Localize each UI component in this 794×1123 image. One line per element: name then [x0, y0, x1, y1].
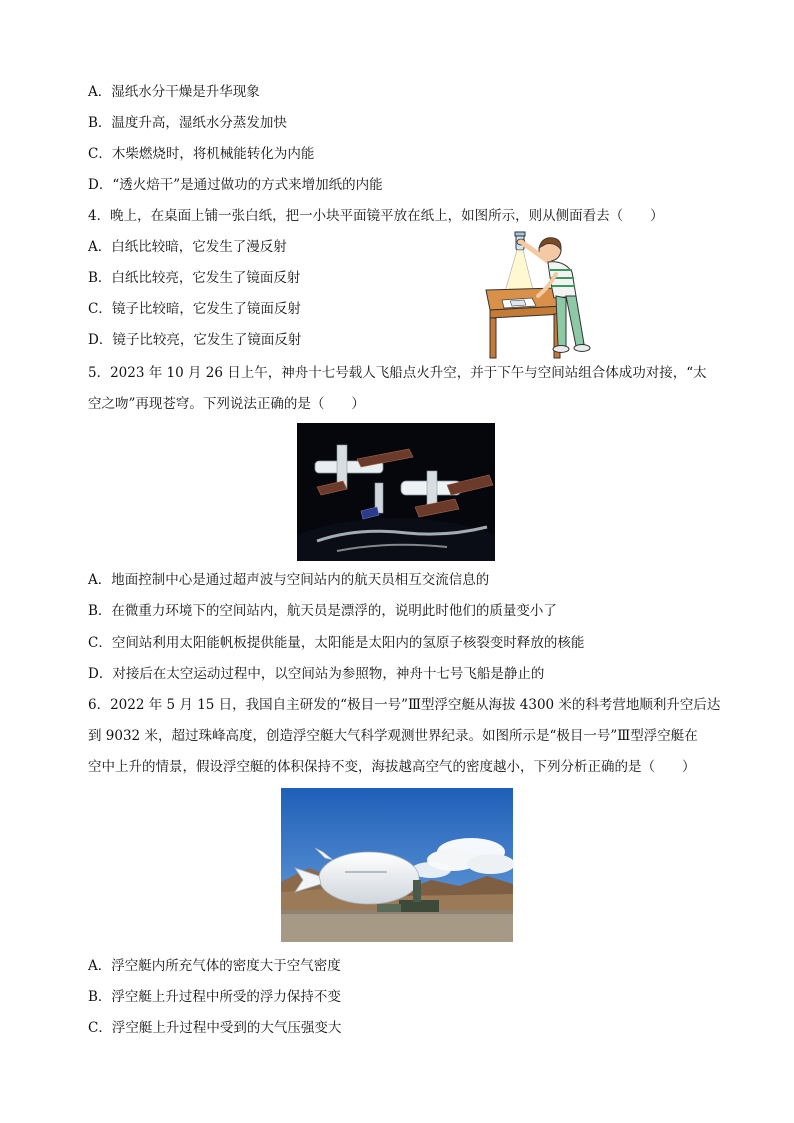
q6-option-a: A．浮空艇内所充气体的密度大于空气密度 — [88, 958, 341, 974]
q5-option-d: D．对接后在太空运动过程中，以空间站为参照物，神舟十七号飞船是静止的 — [88, 666, 545, 682]
q6-stem-line1: 6．2022 年 5 月 15 日，我国自主研发的“极目一号”Ⅲ型浮空艇从海拔 4300 米的科考营地顺利升空后达 — [88, 697, 721, 713]
q6-stem-line2: 到 9032 米，超过珠峰高度，创造浮空艇大气科学观测世界纪录。如图所示是“极目一号”Ⅲ型浮空艇在 — [88, 728, 698, 744]
flashlight-mirror-illustration — [484, 230, 604, 362]
q4-option-c: C．镜子比较暗，它发生了镜面反射 — [88, 301, 301, 317]
airship-photo — [281, 788, 513, 942]
q4-option-b: B．白纸比较亮，它发生了镜面反射 — [88, 270, 301, 286]
q5-option-b: B．在微重力环境下的空间站内，航天员是漂浮的，说明此时他们的质量变小了 — [88, 603, 557, 619]
q5-stem-line2: 空之吻”再现苍穹。下列说法正确的是（ ） — [88, 396, 365, 412]
q3-option-b: B．温度升高，湿纸水分蒸发加快 — [88, 115, 287, 131]
q3-option-a: A．湿纸水分干燥是升华现象 — [88, 84, 260, 100]
q3-option-c: C．木柴燃烧时，将机械能转化为内能 — [88, 146, 315, 162]
q5-stem-line1: 5．2023 年 10 月 26 日上午，神舟十七号载人飞船点火升空，并于下午与空间站组合体成功对接，“太 — [88, 365, 707, 381]
q3-option-d: D．“透火焙干”是通过做功的方式来增加纸的内能 — [88, 177, 383, 193]
q4-option-d: D．镜子比较亮，它发生了镜面反射 — [88, 332, 302, 348]
q6-option-c: C．浮空艇上升过程中受到的大气压强变大 — [88, 1020, 342, 1036]
q5-option-a: A．地面控制中心是通过超声波与空间站内的航天员相互交流信息的 — [88, 572, 490, 588]
q4-stem: 4．晚上，在桌面上铺一张白纸，把一小块平面镜平放在纸上，如图所示，则从侧面看去（ ） — [88, 208, 664, 224]
q6-stem-line3: 空中上升的情景，假设浮空艇的体积保持不变，海拔越高空气的密度越小，下列分析正确的是（ ） — [88, 759, 696, 775]
space-station-photo — [297, 423, 495, 561]
q5-option-c: C．空间站利用太阳能帆板提供能量，太阳能是太阳内的氢原子核裂变时释放的核能 — [88, 635, 585, 651]
q4-option-a: A．白纸比较暗，它发生了漫反射 — [88, 239, 287, 255]
q6-option-b: B．浮空艇上升过程中所受的浮力保持不变 — [88, 989, 341, 1005]
